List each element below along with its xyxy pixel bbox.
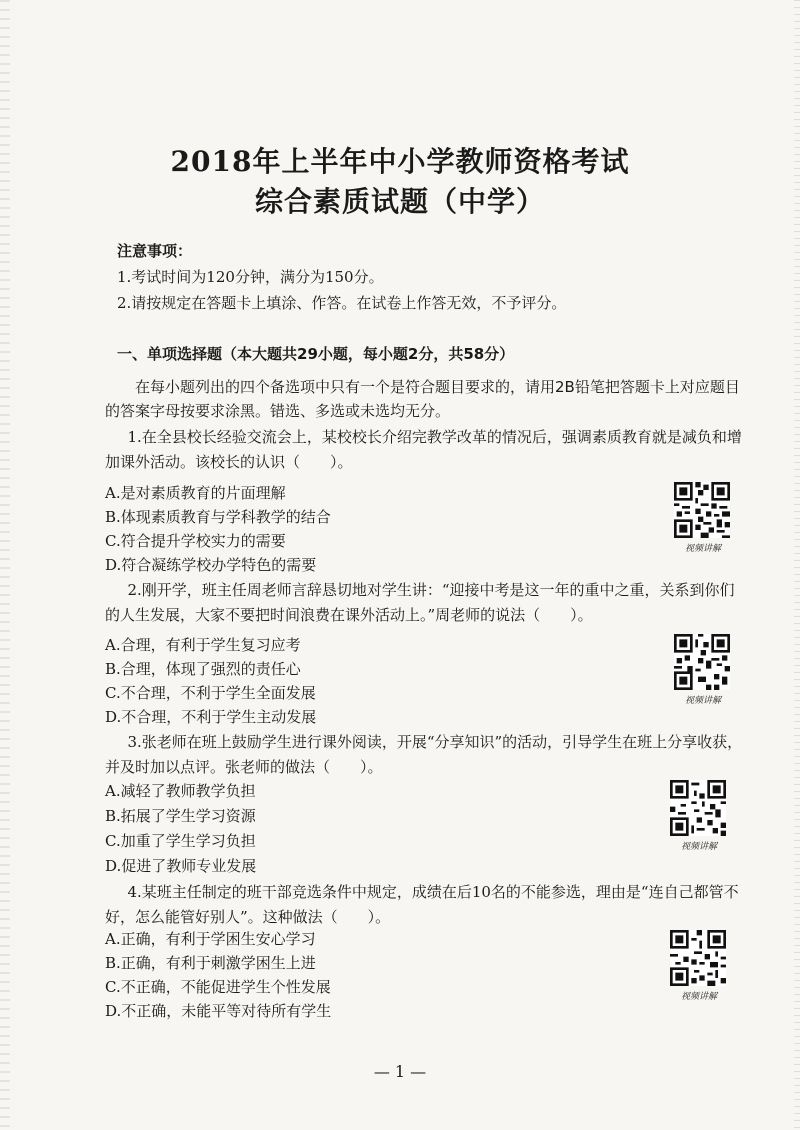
- question-option: B.体现素质教育与学科教学的结合: [105, 508, 331, 526]
- question-stem: 2.刚开学，班主任周老师言辞恳切地对学生讲：“迎接中考是这一年的重中之重，关系到你们的人生发展，大家不要把时间浪费在课外活动上。”周老师的说法（ ）。: [105, 581, 735, 624]
- qr-code-icon: [670, 780, 726, 836]
- qr-caption: 视频讲解: [680, 842, 717, 852]
- exam-title: 2018年上半年中小学教师资格考试: [170, 145, 630, 178]
- qr-code-icon: [674, 482, 730, 538]
- question-option: B.合理，体现了强烈的责任心: [105, 660, 301, 678]
- qr-code[interactable]: [670, 780, 728, 852]
- question-option: C.符合提升学校实力的需要: [105, 532, 286, 550]
- exam-subtitle: 综合素质试题（中学）: [254, 185, 545, 218]
- question-option: C.不合理，不利于学生全面发展: [105, 684, 316, 702]
- question-option: A.减轻了教师教学负担: [105, 782, 256, 800]
- question-option: C.不正确，不能促进学生个性发展: [105, 978, 331, 996]
- question-option: D.不合理，不利于学生主动发展: [105, 708, 317, 726]
- question-option: D.促进了教师专业发展: [105, 857, 257, 875]
- question-option: D.符合凝练学校办学特色的需要: [105, 556, 317, 574]
- question-option: B.正确，有利于刺激学困生上进: [105, 954, 316, 972]
- question-option: A.合理，有利于学生复习应考: [105, 636, 301, 654]
- qr-caption: 视频讲解: [680, 992, 717, 1002]
- qr-code-icon: [670, 930, 726, 986]
- section-heading: 一、单项选择题（本大题共29小题，每小题2分，共58分）: [117, 345, 515, 363]
- question-option: B.拓展了学生学习资源: [105, 807, 256, 825]
- notice-heading: 注意事项：: [117, 242, 193, 260]
- notice-item: 1.考试时间为120分钟，满分为150分。: [117, 268, 384, 286]
- question-option: D.不正确，未能平等对待所有学生: [105, 1002, 332, 1020]
- qr-code[interactable]: [674, 634, 732, 706]
- question-stem: 3.张老师在班上鼓励学生进行课外阅读，开展“分享知识”的活动，引导学生在班上分享收获，并及时加以点评。张老师的做法（ ）。: [105, 733, 743, 776]
- question-option: A.正确，有利于学困生安心学习: [105, 930, 316, 948]
- section-instructions: 在每小题列出的四个备选项中只有一个是符合题目要求的，请用2B铅笔把答题卡上对应题目的答案字母按要求涂黑。错选、多选或未选均无分。: [105, 378, 740, 420]
- qr-caption: 视频讲解: [684, 544, 721, 554]
- qr-code[interactable]: [670, 930, 728, 1002]
- question-option: A.是对素质教育的片面理解: [105, 484, 286, 502]
- qr-code[interactable]: [674, 482, 732, 554]
- page-number: — 1 —: [373, 1062, 427, 1081]
- question-stem: 4.某班主任制定的班干部竞选条件中规定，成绩在后10名的不能参选，理由是“连自己都管不好，怎么能管好别人”。这种做法（ ）。: [105, 883, 739, 926]
- notice-item: 2.请按规定在答题卡上填涂、作答。在试卷上作答无效，不予评分。: [117, 294, 567, 312]
- qr-code-icon: [674, 634, 730, 690]
- qr-caption: 视频讲解: [684, 696, 721, 706]
- question-option: C.加重了学生学习负担: [105, 832, 256, 850]
- question-stem: 1.在全县校长经验交流会上，某校校长介绍完教学改革的情况后，强调素质教育就是减负和增加课外活动。该校长的认识（ ）。: [105, 428, 742, 471]
